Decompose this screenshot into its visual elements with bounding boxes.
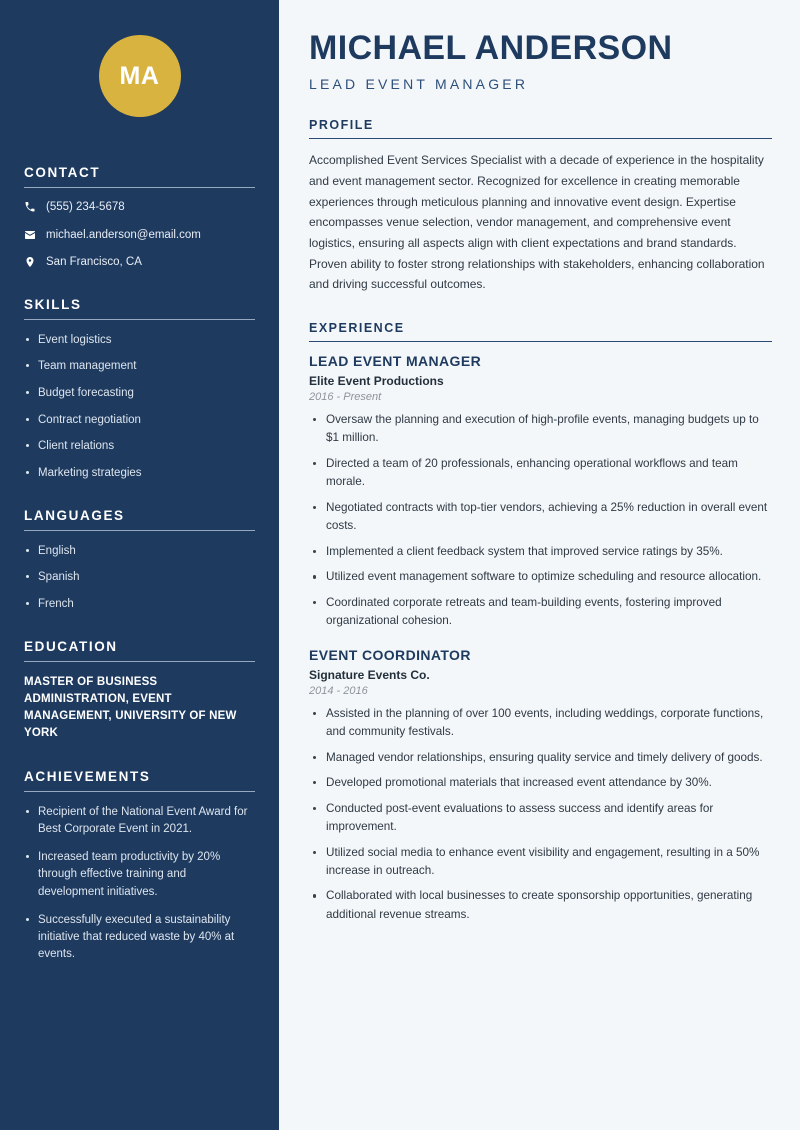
list-item: Budget forecasting [24, 385, 255, 402]
envelope-icon [24, 228, 46, 241]
contact-list [24, 200, 255, 271]
experience-section [309, 321, 772, 925]
list-item: Implemented a client feedback system that improved service ratings by 35%. [309, 543, 772, 561]
contact-divider [24, 187, 255, 188]
list-item: Event logistics [24, 332, 255, 349]
achievements-list [24, 804, 255, 964]
profile-section [309, 118, 772, 294]
skills-section [24, 297, 255, 482]
experience-entry [309, 353, 772, 631]
contact-email-value: michael.anderson@email.com [46, 228, 201, 241]
job-company: Signature Events Co. [309, 667, 430, 682]
education-section [24, 639, 255, 743]
experience-heading: EXPERIENCE [309, 320, 405, 335]
headline-job-title: LEAD EVENT MANAGER [309, 76, 529, 93]
list-item: Recipient of the National Event Award for Best Corporate Event in 2021. [24, 804, 255, 839]
list-item: Conducted post-event evaluations to assess success and identify areas for improvement. [309, 800, 772, 837]
profile-heading: PROFILE [309, 118, 374, 133]
experience-divider [309, 341, 772, 342]
job-dates: 2014 - 2016 [309, 684, 368, 697]
avatar: MA [99, 35, 181, 117]
page-title: MICHAEL ANDERSON [309, 29, 673, 67]
education-heading: EDUCATION [24, 638, 118, 654]
list-item: Developed promotional materials that increased event attendance by 30%. [309, 774, 772, 792]
map-pin-icon [24, 255, 46, 268]
job-dates: 2016 - Present [309, 390, 382, 403]
languages-heading: LANGUAGES [24, 507, 125, 523]
experience-entry [309, 647, 772, 925]
achievements-divider [24, 791, 255, 792]
contact-item-phone [24, 200, 255, 216]
list-item: Client relations [24, 438, 255, 455]
skills-list [24, 332, 255, 482]
avatar-container [24, 0, 255, 117]
list-item: Successfully executed a sustainability initiative that reduced waste by 40% at events. [24, 912, 255, 964]
list-item: Directed a team of 20 professionals, enhancing operational workflows and team morale. [309, 455, 772, 492]
list-item: Utilized event management software to optimize scheduling and resource allocation. [309, 568, 772, 586]
list-item: Contract negotiation [24, 412, 255, 429]
list-item: Assisted in the planning of over 100 events, including weddings, corporate functions, and community festivals. [309, 705, 772, 742]
main-content [279, 0, 800, 1130]
job-role: EVENT COORDINATOR [309, 646, 471, 663]
languages-list [24, 543, 255, 613]
job-bullet-list [309, 705, 772, 925]
contact-heading: CONTACT [24, 165, 101, 180]
education-degree: MASTER OF BUSINESS ADMINISTRATION, EVENT MANAGEMENT, UNIVERSITY OF NEW YORK [24, 675, 237, 740]
contact-item-location [24, 255, 255, 271]
list-item: Oversaw the planning and execution of high-profile events, managing budgets up to $1 million. [309, 411, 772, 448]
list-item: English [24, 543, 255, 560]
education-divider [24, 661, 255, 662]
skills-heading: SKILLS [24, 296, 82, 312]
contact-item-email [24, 228, 255, 244]
list-item: Managed vendor relationships, ensuring quality service and timely delivery of goods. [309, 749, 772, 767]
sidebar [0, 0, 279, 1130]
contact-phone-value: (555) 234-5678 [46, 201, 125, 213]
job-role: LEAD EVENT MANAGER [309, 352, 482, 369]
job-bullet-list [309, 411, 772, 631]
achievements-heading: ACHIEVEMENTS [24, 768, 151, 784]
languages-section [24, 508, 255, 613]
achievements-section [24, 769, 255, 964]
profile-divider [309, 138, 772, 139]
list-item: French [24, 596, 255, 613]
list-item: Marketing strategies [24, 465, 255, 482]
contact-location-value: San Francisco, CA [46, 256, 142, 269]
list-item: Negotiated contracts with top-tier vendors, achieving a 25% reduction in overall event costs. [309, 499, 772, 536]
list-item: Utilized social media to enhance event visibility and engagement, resulting in a 50% increase in outreach. [309, 844, 772, 881]
list-item: Coordinated corporate retreats and team-building events, fostering improved organizational cohesion. [309, 594, 772, 631]
contact-section [24, 165, 255, 271]
list-item: Collaborated with local businesses to create sponsorship opportunities, generating additional revenue streams. [309, 887, 772, 924]
profile-text: Accomplished Event Services Specialist with a decade of experience in the hospitality and event management sector. Recognized for excellence in creating memorable experiences through meticulous planning and innovative event design. Expertise encompasses venue selection, vendor management, and comprehensive event logistics, ensuring all aspects align with client expectations and brand standards. Proven ability to foster strong relationships with stakeholders, enhancing collaboration and driving successful outcomes. [309, 153, 765, 292]
job-company: Elite Event Productions [309, 373, 444, 388]
phone-icon [24, 200, 46, 213]
list-item: Increased team productivity by 20% through effective training and development initiatives. [24, 849, 255, 901]
languages-divider [24, 530, 255, 531]
skills-divider [24, 319, 255, 320]
list-item: Spanish [24, 569, 255, 586]
list-item: Team management [24, 358, 255, 375]
